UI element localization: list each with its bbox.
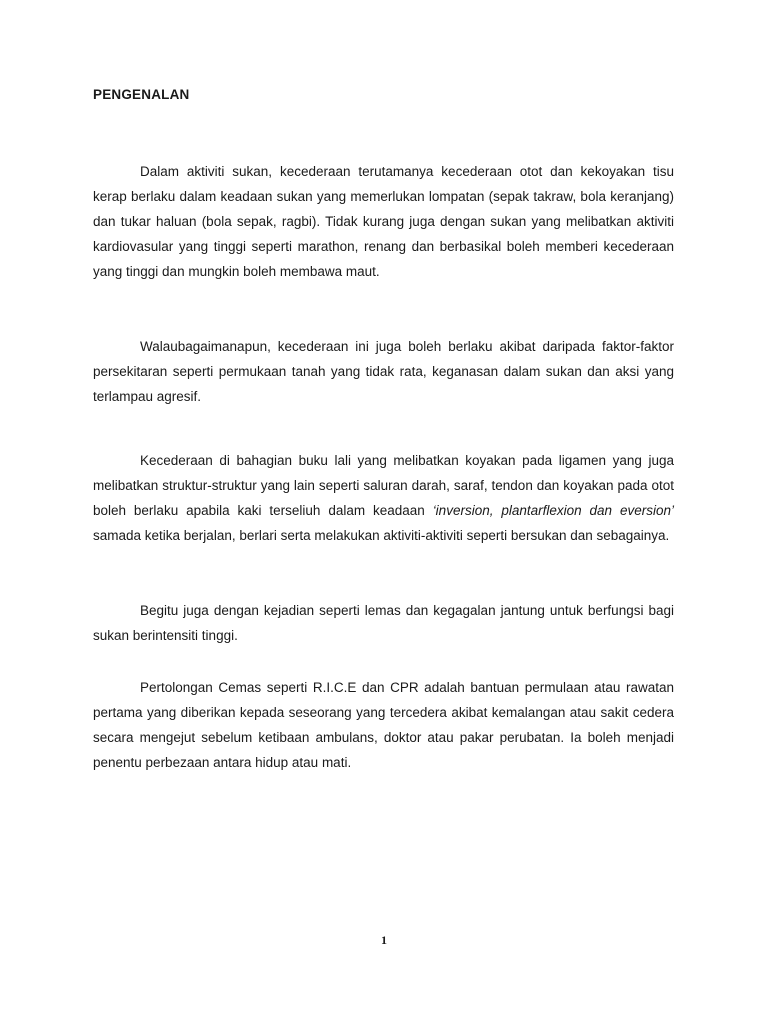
ankle-text-start: Kecederaan di bahagian buku lali yang melibatkan koyakan pada ligamen yang juga melibatkan struktur-struktur yang lain seperti saluran darah, saraf, tendon dan koyakan pada otot boleh berlaku apabila kaki terseliuh dalam keadaan [93, 453, 674, 518]
section-heading: PENGENALAN [93, 87, 190, 102]
ankle-text-end: samada ketika berjalan, berlari serta melakukan aktiviti-aktiviti seperti bersukan dan sebagainya. [93, 528, 670, 543]
ankle-italic-terms: ‘inversion, plantarflexion dan eversion’ [432, 503, 674, 518]
paragraph-intro: Dalam aktiviti sukan, kecederaan terutamanya kecederaan otot dan kekoyakan tisu kerap berlaku dalam keadaan sukan yang memerlukan lompatan (sepak takraw, bola keranjang) dan tukar haluan (bola sepak, ragbi). Tidak kurang juga dengan sukan yang melibatkan aktiviti kardiovasular yang tinggi seperti marathon, renang dan berbasikal boleh memberi kecederaan yang tinggi dan mungkin boleh membawa maut. [93, 164, 674, 279]
paragraph-drowning-heart: Begitu juga dengan kejadian seperti lemas dan kegagalan jantung untuk berfungsi bagi sukan berintensiti tinggi. [93, 603, 674, 643]
paragraph-environment-factors: Walaubagaimanapun, kecederaan ini juga boleh berlaku akibat daripada faktor-faktor persekitaran seperti permukaan tanah yang tidak rata, keganasan dalam sukan dan aksi yang terlampau agresif. [93, 339, 674, 404]
page-number: 1 [381, 933, 387, 947]
paragraph-ankle-injury [93, 448, 674, 548]
paragraph-first-aid: Pertolongan Cemas seperti R.I.C.E dan CPR adalah bantuan permulaan atau rawatan pertama yang diberikan kepada seseorang yang tercedera akibat kemalangan atau sakit cedera secara mengejut sebelum ketibaan ambulans, doktor atau pakar perubatan. Ia boleh menjadi penentu perbezaan antara hidup atau mati. [93, 680, 674, 770]
